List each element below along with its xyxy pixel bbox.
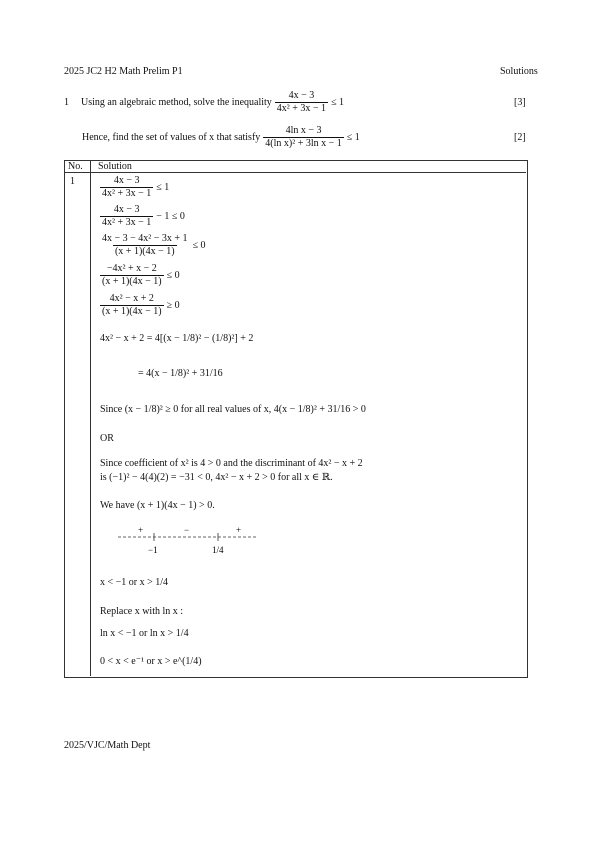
sign-left: + [138, 527, 144, 535]
step-numerator: 4x − 3 [113, 204, 140, 215]
question-number: 1 [64, 96, 69, 108]
question-part1-relation: ≤ 1 [331, 96, 345, 108]
table-header-no: No. [68, 161, 83, 172]
doc-footer: 2025/VJC/Math Dept [64, 740, 151, 751]
question-part1-text: Using an algebraic method, solve the inequality [81, 96, 272, 108]
question-part2-fraction [263, 125, 344, 149]
fraction-denominator: 4x² + 3x − 1 [276, 102, 327, 114]
final-answer: 0 < x < e⁻¹ or x > e^(1/4) [100, 656, 202, 667]
step-fraction [100, 263, 164, 287]
coefficient-line-1: Since coefficient of x² is 4 > 0 and the discriminant of 4x² − x + 2 [100, 458, 363, 469]
tick-label-one-quarter: 1/4 [212, 545, 224, 555]
doc-header-left: 2025 JC2 H2 Math Prelim P1 [64, 66, 183, 77]
we-have-line: We have (x + 1)(4x − 1) > 0. [100, 500, 215, 511]
question-part1-marks: [3] [514, 97, 526, 108]
step-denominator: 4x² + 3x − 1 [102, 187, 152, 199]
fraction-denominator: 4(ln x)² + 3ln x − 1 [265, 137, 342, 149]
step-relation: ≤ 0 [166, 269, 180, 281]
table-row-number: 1 [70, 176, 75, 187]
step-relation: ≤ 1 [156, 181, 170, 193]
question-part1-fraction [275, 90, 328, 114]
step-denominator: (x + 1)(4x − 1) [102, 305, 162, 317]
step-numerator: −4x² + x − 2 [106, 263, 157, 274]
step-numerator: 4x² − x + 2 [109, 293, 154, 304]
question-part2-text: Hence, find the set of values of x that satisfy [82, 131, 261, 143]
or-label: OR [100, 433, 114, 444]
table-header-separator [64, 172, 526, 173]
table-header-solution: Solution [98, 161, 132, 172]
step-relation: ≥ 0 [166, 299, 180, 311]
step-fraction [100, 293, 164, 317]
complete-square-line-2: = 4(x − 1/8)² + 31/16 [138, 368, 223, 379]
complete-square-line-1: 4x² − x + 2 = 4[(x − 1/8)² − (1/8)²] + 2 [100, 333, 254, 344]
coefficient-line-2: is (−1)² − 4(4)(2) = −31 < 0, 4x² − x + 2 > 0 for all x ∈ ℝ. [100, 472, 333, 483]
doc-header-right: Solutions [500, 66, 538, 77]
step-2 [100, 204, 188, 228]
question-part2 [82, 125, 363, 149]
fraction-numerator: 4x − 3 [288, 90, 315, 101]
step-fraction [100, 233, 190, 257]
step-denominator: 4x² + 3x − 1 [102, 216, 152, 228]
sign-right: + [236, 527, 242, 535]
step-relation: ≤ 0 [192, 239, 206, 251]
fraction-numerator: 4ln x − 3 [285, 125, 322, 136]
table-column-separator [90, 160, 91, 676]
solution-x: x < −1 or x > 1/4 [100, 577, 169, 588]
step-fraction [100, 204, 153, 228]
sign-number-line [118, 527, 258, 567]
step-numerator: 4x − 3 − 4x² − 3x + 1 [102, 233, 188, 244]
tick-label-minus-one: −1 [148, 545, 158, 555]
ln-solution: ln x < −1 or ln x > 1/4 [100, 628, 189, 639]
replace-text: Replace x with ln x : [100, 606, 184, 617]
step-relation: − 1 ≤ 0 [156, 210, 185, 222]
question-part2-marks: [2] [514, 132, 526, 143]
step-3 [100, 233, 209, 257]
sign-middle: − [184, 527, 190, 535]
since-line: Since (x − 1/8)² ≥ 0 for all real values of x, 4(x − 1/8)² + 31/16 > 0 [100, 404, 366, 415]
step-4 [100, 263, 183, 287]
step-1 [100, 175, 172, 199]
question-part2-relation: ≤ 1 [346, 131, 360, 143]
question-part1 [64, 90, 347, 114]
step-fraction [100, 175, 153, 199]
step-numerator: 4x − 3 [113, 175, 140, 186]
step-5 [100, 293, 183, 317]
step-denominator: (x + 1)(4x − 1) [102, 275, 162, 287]
step-denominator: (x + 1)(4x − 1) [114, 245, 175, 257]
